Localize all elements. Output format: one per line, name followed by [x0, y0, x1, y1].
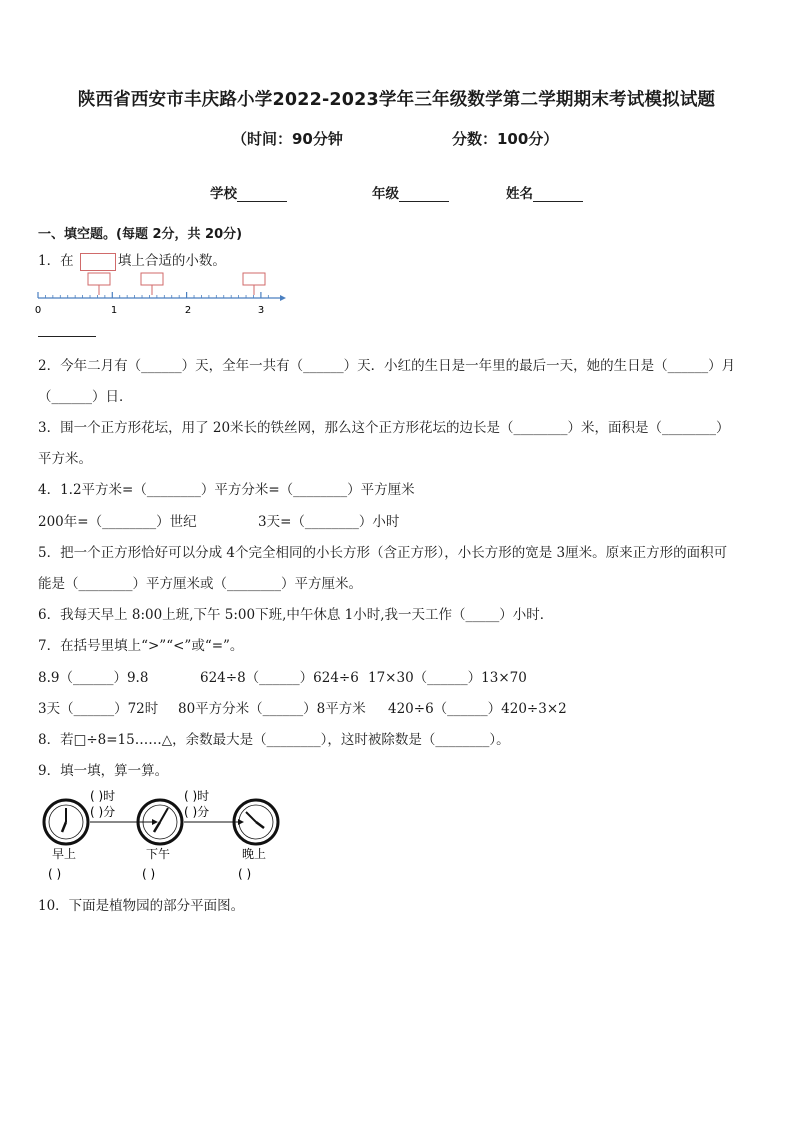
- q1-prefix: 1．在: [38, 253, 74, 269]
- clock-blank-morning[interactable]: ( ): [48, 867, 62, 881]
- q7-row2-item1: 3天（______）72时: [38, 701, 159, 717]
- minute-hand: [246, 812, 256, 822]
- answer-box-2[interactable]: [141, 273, 163, 285]
- question-5-line-2: 能是（________）平方厘米或（________）平方厘米。: [38, 576, 362, 592]
- q7-row2-item3: 420÷6（______）420÷3×2: [388, 701, 567, 717]
- answer-box-1[interactable]: [88, 273, 110, 285]
- name-field: [506, 182, 583, 202]
- grade-blank[interactable]: [399, 187, 449, 202]
- arrow-1-minutes[interactable]: ( )分: [90, 805, 116, 819]
- question-4-line-2b: 3天=（________）小时: [258, 514, 400, 530]
- page-title: 陕西省西安市丰庆路小学2022-2023学年三年级数学第二学期期末考试模拟试题: [77, 90, 716, 110]
- tick-label-0: 0: [34, 305, 42, 316]
- tick-label-2: 2: [184, 305, 192, 316]
- question-5-line-1: 5．把一个正方形恰好可以分成 4个完全相同的小长方形（含正方形），小长方形的宽是 3厘米。原来正方形的面积可: [38, 545, 728, 561]
- question-8: 8．若□÷8=15……△，余数最大是（________），这时被除数是（________）。: [38, 732, 510, 748]
- hour-hand: [256, 822, 264, 828]
- school-label: 学校: [210, 186, 237, 202]
- grade-field: [372, 182, 449, 202]
- question-4-line-1: 4．1.2平方米=（________）平方分米=（________）平方厘米: [38, 482, 415, 498]
- q1-example-box: [80, 253, 116, 271]
- clock-label-afternoon: 下午: [146, 847, 171, 861]
- question-9: 9．填一填，算一算。: [38, 763, 169, 779]
- question-1: [38, 249, 226, 271]
- q1-suffix: 填上合适的小数。: [117, 253, 226, 269]
- hour-hand: [62, 822, 66, 832]
- number-line: [30, 270, 300, 318]
- question-10: 10．下面是植物园的部分平面图。: [38, 898, 245, 914]
- q7-row1-item1: 8.9（______）9.8: [38, 670, 149, 686]
- q7-row1-item3: 17×30（______）13×70: [368, 670, 527, 686]
- question-4-line-2a: 200年=（________）世纪: [38, 514, 197, 530]
- answer-box-3[interactable]: [243, 273, 265, 285]
- name-blank[interactable]: [533, 187, 583, 202]
- number-line-ticks: [38, 292, 268, 298]
- clock-morning: [44, 800, 88, 844]
- clock-blank-evening[interactable]: ( ): [238, 867, 252, 881]
- tick-label-1: 1: [110, 305, 118, 316]
- number-line-arrow: [280, 295, 286, 301]
- question-7: 7．在括号里填上“>”“<”或“=”。: [38, 638, 244, 654]
- question-3-line-1: 3．围一个正方形花坛，用了 20米长的铁丝网，那么这个正方形花坛的边长是（________）米，面积是（________）: [38, 420, 730, 436]
- school-field: [210, 182, 287, 202]
- exam-time: （时间：90分钟: [232, 130, 343, 148]
- arrow-1-head: [152, 819, 158, 825]
- exam-score: 分数：100分）: [452, 130, 559, 148]
- question-6: 6．我每天早上 8:00上班,下午 5:00下班,中午休息 1小时,我一天工作（_____）小时．: [38, 607, 554, 623]
- minute-hand: [160, 808, 168, 822]
- arrow-1-hours[interactable]: ( )时: [90, 789, 116, 803]
- tick-label-3: 3: [257, 305, 265, 316]
- question-2-line-2: （______）日．: [38, 389, 133, 405]
- arrow-2-hours[interactable]: ( )时: [184, 789, 210, 803]
- arrow-2-minutes[interactable]: ( )分: [184, 805, 210, 819]
- q1-answer-line[interactable]: [38, 336, 96, 337]
- name-label: 姓名: [506, 186, 533, 202]
- question-2-line-1: 2．今年二月有（______）天，全年一共有（______）天．小红的生日是一年里的最后一天，她的生日是（______）月: [38, 358, 736, 374]
- grade-label: 年级: [372, 186, 399, 202]
- clock-diagram: [38, 786, 288, 886]
- school-blank[interactable]: [237, 187, 287, 202]
- q7-row2-item2: 80平方分米（______）8平方米: [178, 701, 366, 717]
- q7-row1-item2: 624÷8（______）624÷6: [200, 670, 359, 686]
- clock-label-evening: 晚上: [242, 847, 267, 861]
- question-3-line-2: 平方米。: [38, 451, 92, 467]
- clock-blank-afternoon[interactable]: ( ): [142, 867, 156, 881]
- section-heading: 一、填空题。(每题 2分，共 20分): [38, 227, 243, 242]
- clock-label-morning: 早上: [52, 847, 77, 861]
